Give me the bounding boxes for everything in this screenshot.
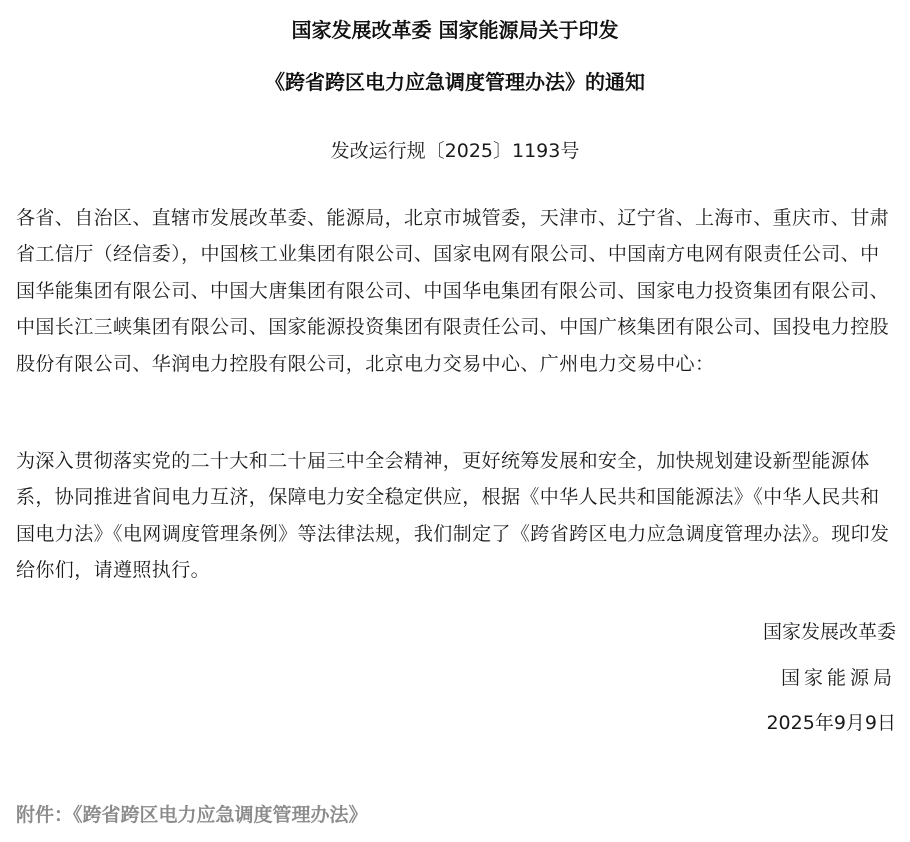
signature-org-nea: 国家能源局 xyxy=(780,667,896,689)
signature-org-ndrc: 国家发展改革委 xyxy=(762,621,896,643)
attachment-link[interactable]: 《跨省跨区电力应急调度管理办法》 xyxy=(73,804,368,826)
attachment-line xyxy=(16,801,368,829)
notice-title-line2: 《跨省跨区电力应急调度管理办法》的通知 xyxy=(265,70,645,94)
main-paragraph: 为深入贯彻落实党的二十大和二十届三中全会精神，更好统筹发展和安全，加快规划建设新型能源体系，协同推进省间电力互济，保障电力安全稳定供应，根据《中华人民共和国能源法》《中华人民共和国电力法》《电网调度管理条例》等法律法规，我们制定了《跨省跨区电力应急调度管理办法》。现印发给你们，请遵照执行。 xyxy=(16,450,890,582)
notice-title-line1: 国家发展改革委 国家能源局关于印发 xyxy=(291,18,619,42)
document-number: 发改运行规〔2025〕1193号 xyxy=(330,140,580,162)
addressees-paragraph: 各省、自治区、直辖市发展改革委、能源局，北京市城管委，天津市、辽宁省、上海市、重庆市、甘肃省工信厅（经信委），中国核工业集团有限公司、国家电网有限公司、中国南方电网有限责任公司、中国华能集团有限公司、中国大唐集团有限公司、中国华电集团有限公司、国家电力投资集团有限公司、中国长江三峡集团有限公司、国家能源投资集团有限责任公司、中国广核集团有限公司、国投电力控股股份有限公司、华润电力控股有限公司，北京电力交易中心、广州电力交易中心： xyxy=(16,207,890,375)
attachment-label: 附件： xyxy=(16,804,74,826)
signature-date: 2025年9月9日 xyxy=(766,712,896,734)
